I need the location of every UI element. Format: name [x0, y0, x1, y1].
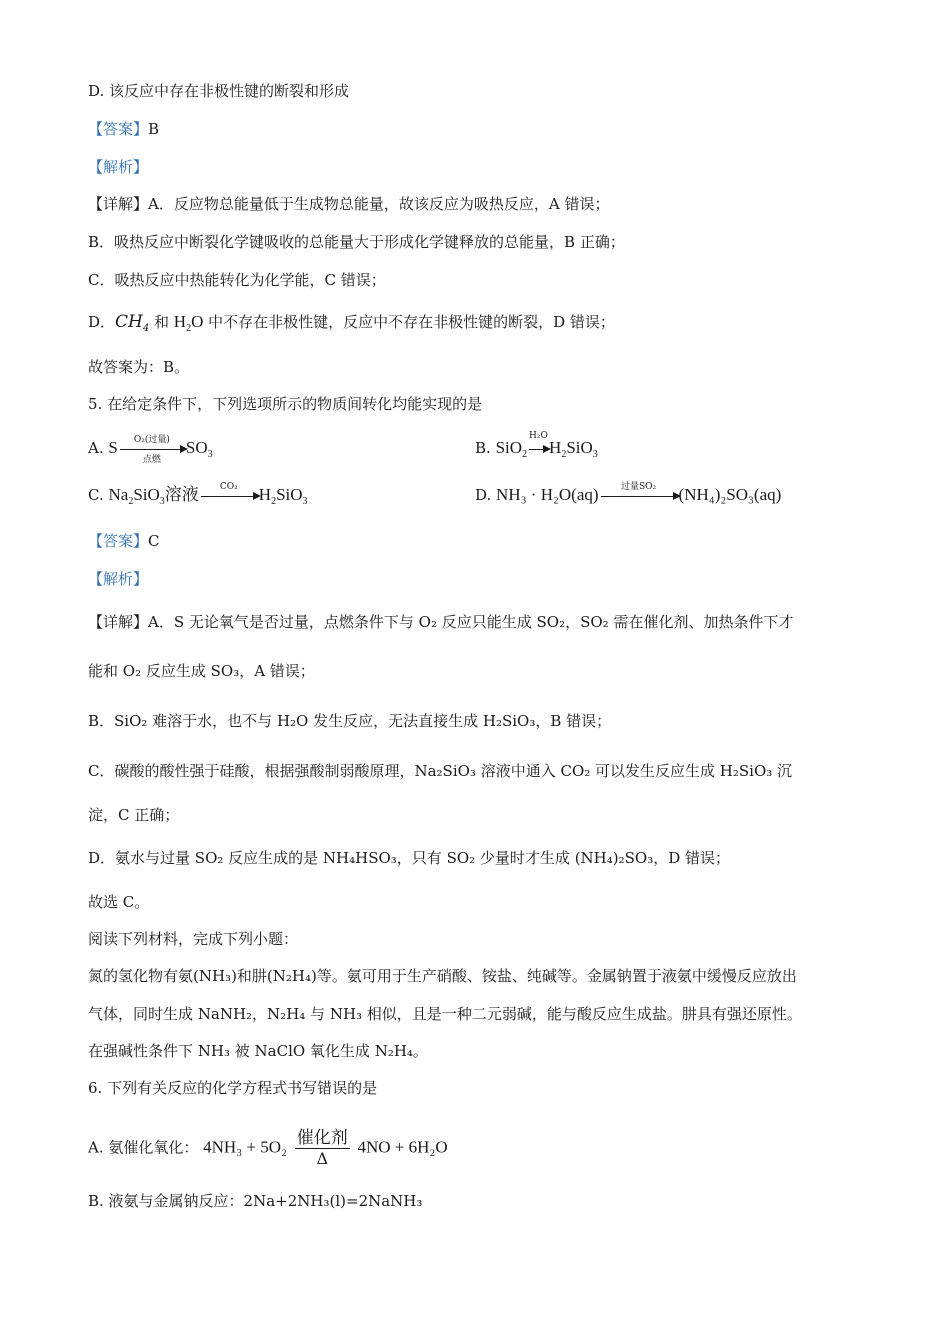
q5-option-b: [475, 430, 598, 466]
q4-detail-d: [88, 311, 615, 340]
option-label: B.: [475, 439, 491, 457]
reading-p3: 在强碱性条件下 NH₃ 被 NaClO 氧化生成 N₂H₄。: [88, 1042, 428, 1060]
q4-detail-b: B．吸热反应中断裂化学键吸收的总能量大于形成化学键释放的总能量，B 正确；: [88, 233, 625, 251]
q5-conclusion: 故选 C。: [88, 893, 150, 911]
detail-text: A．反应物总能量低于生成物总能量，故该反应为吸热反应，A 错误；: [148, 195, 610, 213]
q5-detail-b: B．SiO₂ 难溶于水，也不与 H₂O 发生反应，无法直接生成 H₂SiO₃，B 错误；: [88, 712, 612, 730]
product: $SO_3$: [185, 438, 213, 460]
q5-option-d: [475, 481, 782, 506]
answer-value: C: [148, 532, 160, 550]
reactant: NH₃ · H₂O(aq): [496, 485, 599, 504]
q4-detail-c: C．吸热反应中热能转化为化学能，C 错误；: [88, 271, 386, 289]
q5-detail-c2: 淀，C 正确；: [88, 806, 180, 824]
q5-stem: 5. 在给定条件下，下列选项所示的物质间转化均能实现的是: [88, 395, 483, 413]
q5-option-c: [88, 481, 308, 513]
reactant: S: [108, 438, 118, 457]
reaction-condition: $\frac{\text{催化剂}}{\Delta}$: [296, 1128, 348, 1168]
and-word: 和: [149, 313, 174, 331]
option-label: C.: [88, 486, 104, 504]
reactants: 4NH₃ + 5O₂: [203, 1137, 287, 1157]
q4-option-d: D. 该反应中存在非极性键的断裂和形成: [88, 82, 350, 100]
q4-detail-a: [88, 193, 609, 215]
ch4-formula: $CH_4$: [115, 312, 150, 334]
prefix: D．: [88, 313, 116, 331]
product: (NH₄)₂SO₃(aq): [678, 485, 782, 504]
reading-intro: 阅读下列材料，完成下列小题：: [88, 930, 299, 948]
option-label: D.: [475, 486, 492, 504]
answer-tag: 【答案】: [88, 532, 149, 550]
q4-analysis-tag: 【解析】: [88, 158, 149, 176]
answer-value: B: [148, 120, 160, 138]
detail-tag: 【详解】: [88, 613, 149, 631]
reaction-arrow: 过量SO₂: [601, 496, 677, 497]
q4-conclusion: 故答案为：B。: [88, 358, 190, 376]
detail-text: A．S 无论氧气是否过量，点燃条件下与 O₂ 反应只能生成 SO₂，SO₂ 需在催化剂、加热条件下才: [148, 613, 794, 631]
q5-analysis-tag: 【解析】: [88, 570, 149, 588]
reaction-arrow: O₂(过量) 点燃: [120, 449, 184, 450]
products: 4NO + 6H₂O: [357, 1137, 448, 1157]
reactant: SiO$_2$: [495, 438, 528, 460]
q5-detail-d: D．氨水与过量 SO₂ 反应生成的是 NH₄HSO₃，只有 SO₂ 少量时才生成 (NH₄)₂SO₃，D 错误；: [88, 849, 731, 867]
q5-detail-c1: C．碳酸的酸性强于硅酸，根据强酸制弱酸原理，Na₂SiO₃ 溶液中通入 CO₂ 可以发生反应生成 H₂SiO₃ 沉: [88, 762, 793, 780]
q4-answer: [88, 118, 159, 140]
q5-detail-a1: [88, 611, 793, 633]
detail-tag: 【详解】: [88, 195, 149, 213]
q6-option-a: [88, 1128, 448, 1169]
h2o-formula: $H_2O$: [173, 312, 204, 334]
q6-stem: 6. 下列有关反应的化学方程式书写错误的是: [88, 1079, 378, 1097]
detail-rest: 中不存在非极性键，反应中不存在非极性键的断裂，D 错误；: [203, 313, 615, 331]
reaction-arrow: CO₂: [201, 496, 257, 497]
product: $H_2SiO_3$: [549, 438, 598, 460]
reading-p2: 气体，同时生成 NaNH₂，N₂H₄ 与 NH₃ 相似，且是一种二元弱碱，能与酸反应生成盐。肼具有强还原性。: [88, 1005, 802, 1023]
q6-option-b: B. 液氨与金属钠反应：2Na+2NH₃(l)=2NaNH₃: [88, 1192, 423, 1210]
product: $H_2SiO_3$: [258, 485, 308, 507]
option-label: A.: [88, 439, 104, 457]
reading-p1: 氮的氢化物有氨(NH₃)和肼(N₂H₄)等。氨可用于生产硝酸、铵盐、纯碱等。金属钠置于液氨中缓慢反应放出: [88, 967, 797, 985]
q5-detail-a2: 能和 O₂ 反应生成 SO₃，A 错误；: [88, 662, 315, 680]
q5-answer: [88, 530, 160, 552]
reactant: $Na_2SiO_3$溶液: [108, 485, 199, 507]
option-text: A. 氨催化氧化：: [88, 1138, 199, 1157]
answer-tag: 【答案】: [88, 120, 149, 138]
q5-option-a: [88, 434, 213, 466]
reaction-arrow: H₂O: [529, 449, 547, 450]
